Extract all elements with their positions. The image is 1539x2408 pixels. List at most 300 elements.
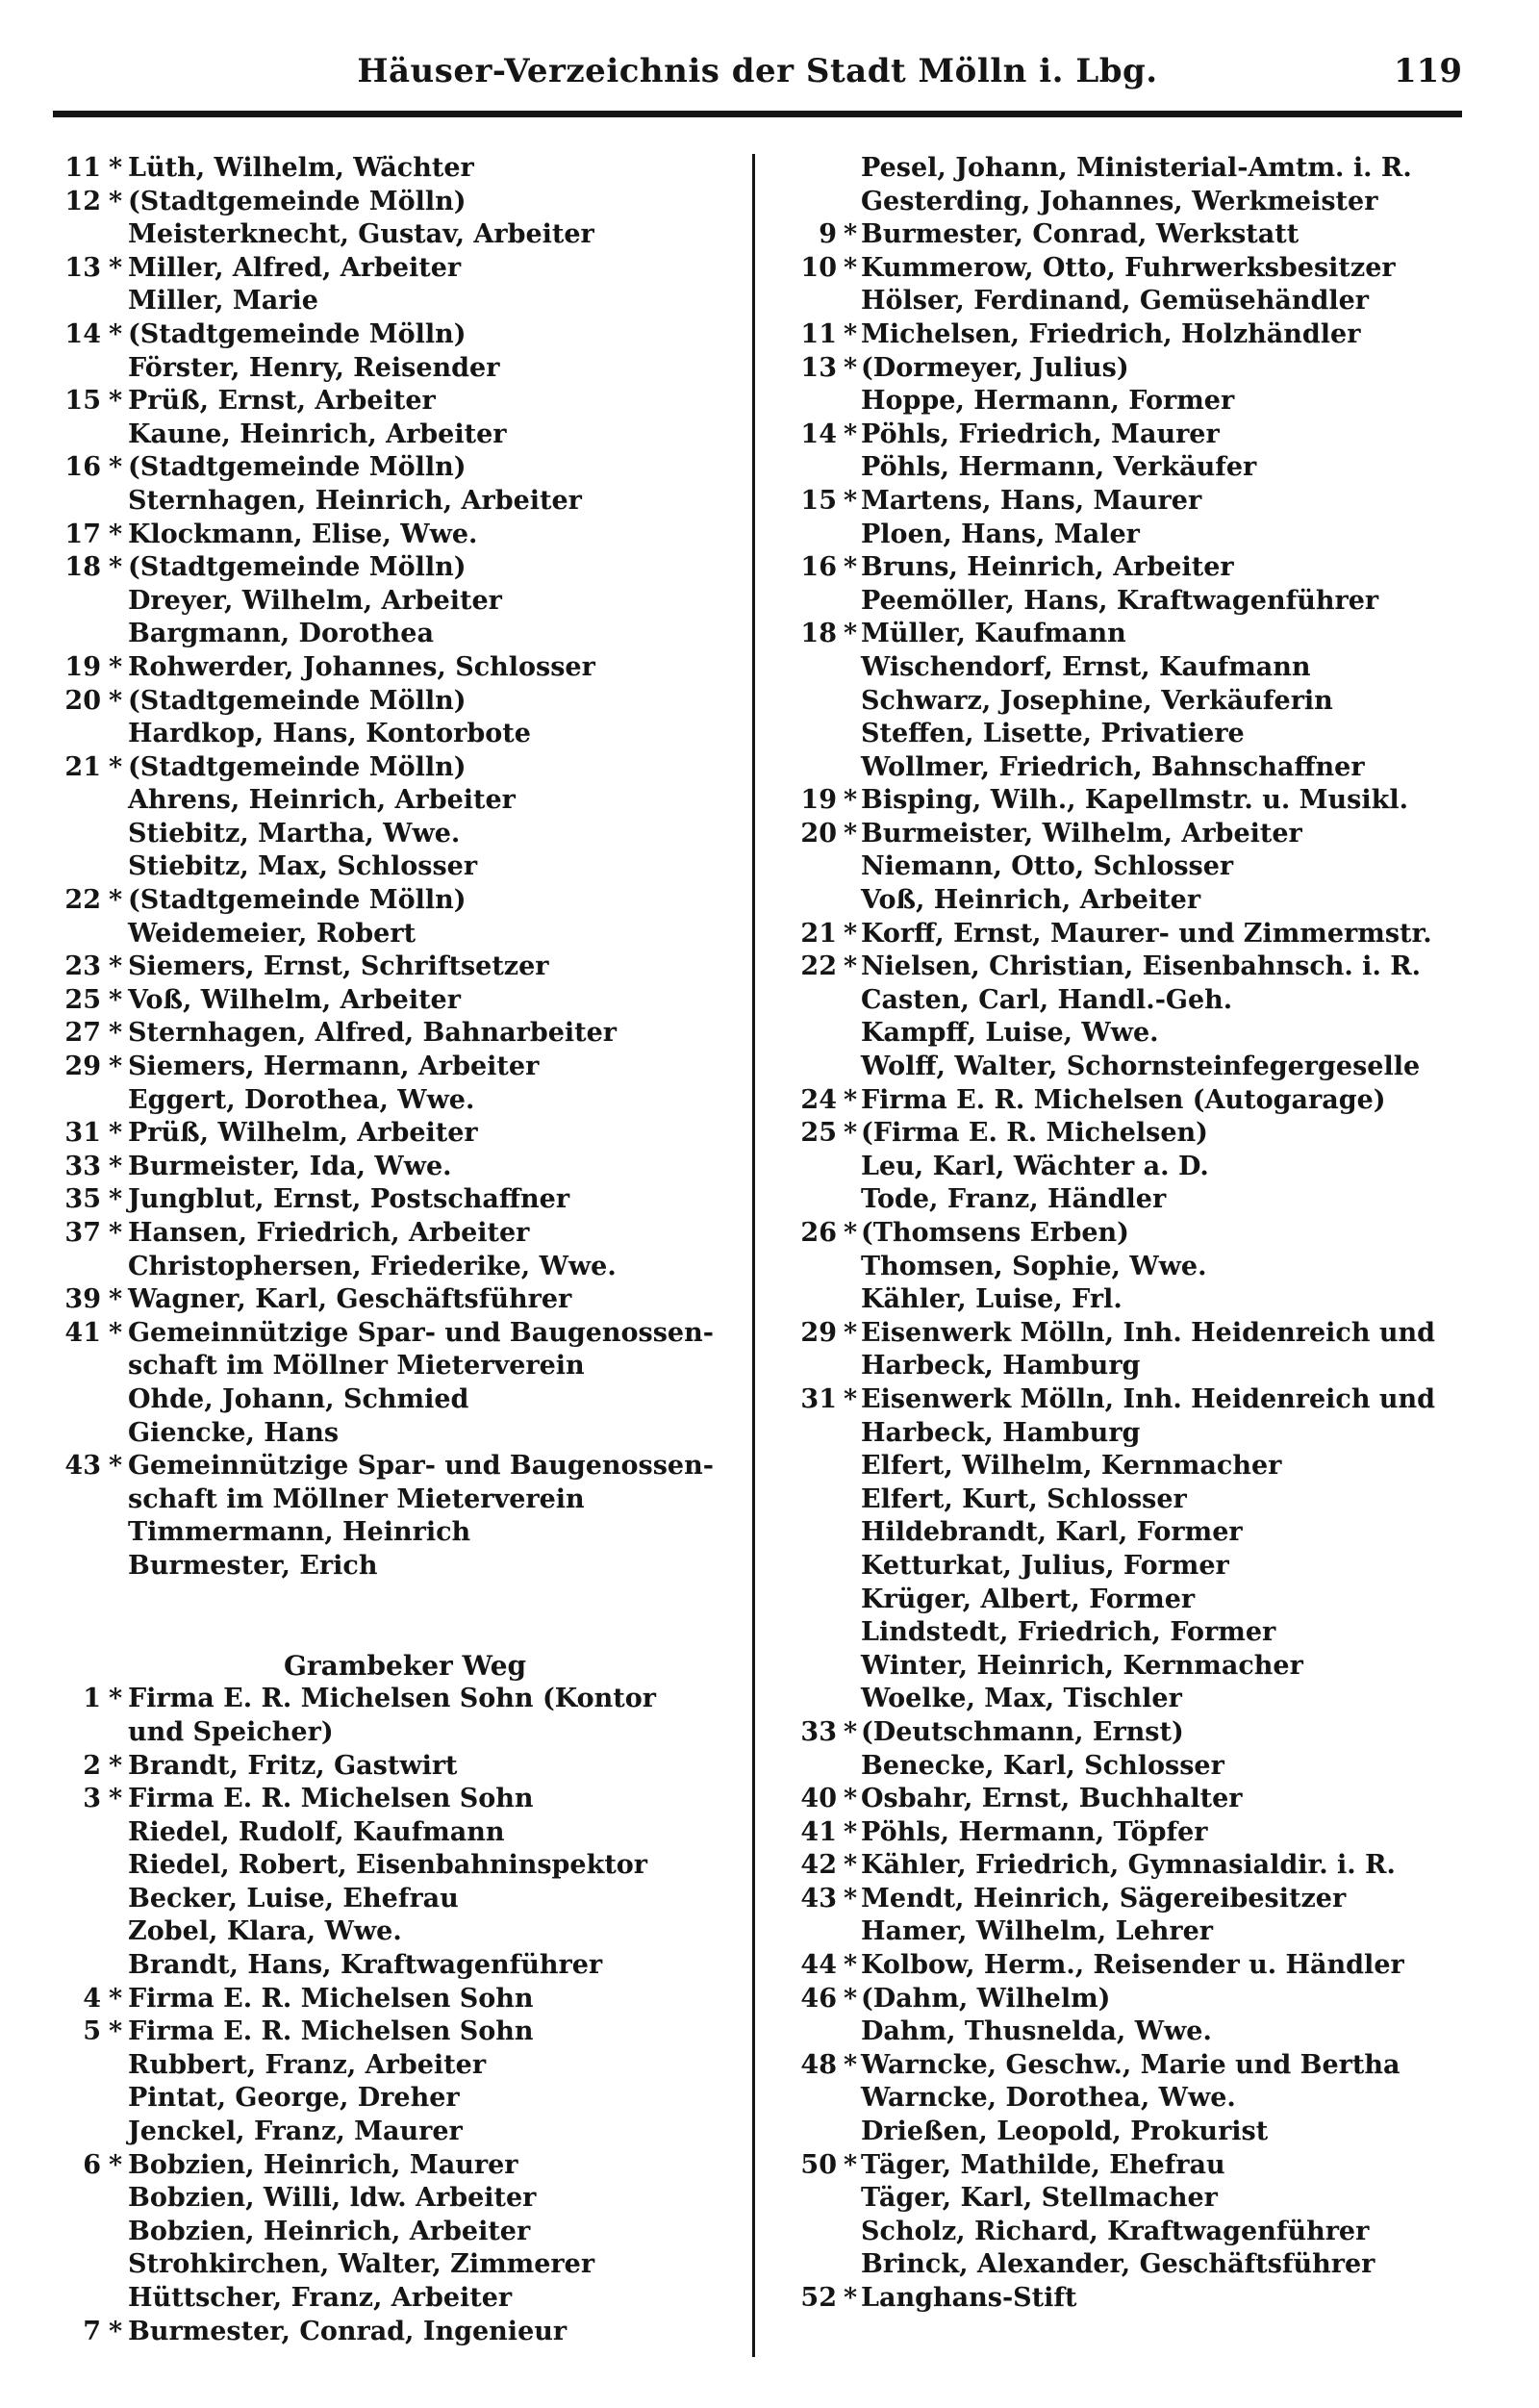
house-number: 12 <box>64 186 101 216</box>
resident-entry: Firma E. R. Michelsen Sohn <box>128 1983 534 2014</box>
directory-line <box>765 2182 1476 2216</box>
resident-entry: Förster, Henry, Reisender <box>128 352 500 383</box>
resident-entry: Bruns, Heinrich, Arbeiter <box>861 552 1234 583</box>
house-number: 16 <box>64 452 101 483</box>
resident-entry: Elfert, Kurt, Schlosser <box>861 1483 1187 1514</box>
owner-mark: * <box>843 619 858 649</box>
directory-line <box>765 485 1476 519</box>
resident-entry: (Stadtgemeinde Mölln) <box>128 885 467 916</box>
directory-line <box>765 385 1476 418</box>
owner-mark: * <box>843 1816 858 1847</box>
directory-line <box>53 1383 750 1417</box>
resident-entry: Steffen, Lisette, Privatiere <box>861 719 1245 749</box>
resident-entry: (Dormeyer, Julius) <box>861 352 1129 383</box>
resident-entry: Warncke, Geschw., Marie und Bertha <box>861 2049 1400 2080</box>
resident-entry: Jungblut, Ernst, Postschaffner <box>128 1184 570 1215</box>
directory-line <box>765 1183 1476 1217</box>
resident-entry: Jenckel, Franz, Maurer <box>128 2117 463 2147</box>
directory-line <box>53 618 750 651</box>
directory-line <box>765 1716 1476 1750</box>
directory-line <box>765 352 1476 386</box>
resident-entry: Harbeck, Hamburg <box>861 1351 1141 1381</box>
resident-entry: Pöhls, Friedrich, Maurer <box>861 418 1220 449</box>
house-number: 7 <box>83 2316 101 2346</box>
owner-mark: * <box>108 2149 123 2180</box>
resident-entry: Dahm, Thusnelda, Wwe. <box>861 2016 1212 2047</box>
directory-line <box>53 2149 750 2183</box>
resident-entry: Warncke, Dorothea, Wwe. <box>861 2083 1236 2114</box>
directory-line <box>765 1650 1476 1684</box>
directory-line <box>765 2149 1476 2183</box>
resident-entry: Martens, Hans, Maurer <box>861 485 1202 516</box>
house-number: 4 <box>83 1983 101 2014</box>
directory-line <box>765 2116 1476 2149</box>
resident-entry: Tode, Franz, Händler <box>861 1184 1167 1215</box>
resident-entry: Osbahr, Ernst, Buchhalter <box>861 1784 1243 1814</box>
owner-mark: * <box>108 552 123 583</box>
owner-mark: * <box>843 252 858 283</box>
resident-entry: Burmester, Conrad, Ingenieur <box>128 2316 568 2346</box>
directory-line <box>765 1117 1476 1151</box>
directory-line <box>765 1849 1476 1883</box>
directory-line <box>53 1251 750 1284</box>
right-column <box>765 152 1476 2316</box>
owner-mark: * <box>108 1750 123 1781</box>
house-number: 31 <box>800 1383 837 1414</box>
resident-entry: Scholz, Richard, Kraftwagenführer <box>861 2216 1370 2246</box>
directory-line <box>53 1017 750 1051</box>
resident-entry: Eisenwerk Mölln, Inh. Heidenreich und <box>861 1383 1436 1414</box>
directory-line <box>53 1783 750 1816</box>
directory-line <box>765 1350 1476 1383</box>
resident-entry: (Deutschmann, Ernst) <box>861 1716 1184 1747</box>
resident-entry: (Stadtgemeinde Mölln) <box>128 186 467 216</box>
directory-line <box>765 318 1476 352</box>
directory-line <box>765 1915 1476 1949</box>
directory-line <box>53 1183 750 1217</box>
resident-entry: Eisenwerk Mölln, Inh. Heidenreich und <box>861 1317 1436 1348</box>
house-number: 44 <box>800 1950 837 1981</box>
page-number: 119 <box>1394 52 1462 90</box>
owner-mark: * <box>843 1317 858 1348</box>
street-heading <box>53 1650 750 1684</box>
house-number: 27 <box>64 1018 101 1049</box>
house-number: 3 <box>83 1784 101 1814</box>
resident-entry: Harbeck, Hamburg <box>861 1417 1141 1448</box>
directory-line <box>53 651 750 685</box>
house-number: 25 <box>800 1118 837 1149</box>
directory-line <box>765 1051 1476 1084</box>
directory-line <box>53 984 750 1018</box>
column-divider <box>752 154 755 2357</box>
owner-mark: * <box>843 1218 858 1248</box>
directory-line <box>765 651 1476 685</box>
owner-mark: * <box>843 785 858 816</box>
resident-entry: (Stadtgemeinde Mölln) <box>128 318 467 349</box>
house-number: 2 <box>83 1750 101 1781</box>
owner-mark: * <box>108 2016 123 2047</box>
owner-mark: * <box>843 2283 858 2313</box>
directory-line <box>765 2216 1476 2249</box>
resident-entry: Hölser, Ferdinand, Gemüsehändler <box>861 286 1369 317</box>
directory-line <box>765 1616 1476 1650</box>
resident-entry: Riedel, Rudolf, Kaufmann <box>128 1816 505 1847</box>
directory-line <box>53 1983 750 2016</box>
house-number: 13 <box>64 252 101 283</box>
directory-line <box>765 884 1476 918</box>
directory-line <box>53 1816 750 1850</box>
directory-line <box>53 2282 750 2316</box>
directory-line <box>765 218 1476 252</box>
owner-mark: * <box>843 552 858 583</box>
resident-entry: Ketturkat, Julius, Former <box>861 1550 1229 1581</box>
house-number: 13 <box>800 352 837 383</box>
resident-entry: Sternhagen, Alfred, Bahnarbeiter <box>128 1018 618 1049</box>
directory-line <box>53 252 750 286</box>
directory-line <box>53 418 750 452</box>
resident-entry: Sternhagen, Heinrich, Arbeiter <box>128 485 582 516</box>
owner-mark: * <box>108 519 123 549</box>
resident-entry: Drießen, Leopold, Prokurist <box>861 2117 1269 2147</box>
owner-mark: * <box>843 1883 858 1914</box>
resident-entry: Burmeister, Wilhelm, Arbeiter <box>861 818 1302 849</box>
directory-line <box>53 1450 750 1483</box>
directory-line <box>765 1816 1476 1850</box>
owner-mark: * <box>843 1784 858 1814</box>
directory-line <box>765 1317 1476 1351</box>
resident-entry: Timmermann, Heinrich <box>128 1517 471 1548</box>
directory-line <box>765 186 1476 219</box>
resident-entry: Wolff, Walter, Schornsteinfegergeselle <box>861 1052 1421 1082</box>
directory-line <box>765 585 1476 619</box>
resident-entry: Kummerow, Otto, Fuhrwerksbesitzer <box>861 252 1396 283</box>
directory-line <box>53 1716 750 1750</box>
house-number: 25 <box>64 984 101 1015</box>
resident-entry: Prüß, Wilhelm, Arbeiter <box>128 1118 478 1149</box>
directory-line <box>53 2316 750 2349</box>
owner-mark: * <box>108 1151 123 1181</box>
resident-entry: Hildebrandt, Karl, Former <box>861 1517 1243 1548</box>
house-number: 20 <box>800 818 837 849</box>
house-number: 1 <box>83 1684 101 1714</box>
house-number: 19 <box>64 651 101 682</box>
resident-entry: Dreyer, Wilhelm, Arbeiter <box>128 585 502 616</box>
house-number: 10 <box>800 252 837 283</box>
resident-entry: Lindstedt, Friedrich, Former <box>861 1617 1276 1648</box>
directory-line <box>53 285 750 318</box>
owner-mark: * <box>843 219 858 250</box>
owner-mark: * <box>108 951 123 982</box>
directory-line <box>53 1949 750 1983</box>
resident-entry: (Stadtgemeinde Mölln) <box>128 552 467 583</box>
resident-entry: Eggert, Dorothea, Wwe. <box>128 1084 475 1115</box>
owner-mark: * <box>108 186 123 216</box>
directory-line <box>53 951 750 984</box>
resident-entry: (Firma E. R. Michelsen) <box>861 1118 1208 1149</box>
resident-entry: Elfert, Wilhelm, Kernmacher <box>861 1451 1282 1482</box>
resident-entry: Wagner, Karl, Geschäftsführer <box>128 1284 572 1315</box>
resident-entry: Gemeinnützige Spar- und Baugenossen- <box>128 1451 714 1482</box>
owner-mark: * <box>843 918 858 949</box>
resident-entry: Kähler, Friedrich, Gymnasialdir. i. R. <box>861 1850 1396 1881</box>
house-number: 24 <box>800 1084 837 1115</box>
owner-mark: * <box>108 1983 123 2014</box>
resident-entry: Woelke, Max, Tischler <box>861 1684 1182 1714</box>
resident-entry: schaft im Möllner Mieterverein <box>128 1483 585 1514</box>
resident-entry: Lüth, Wilhelm, Wächter <box>128 153 474 183</box>
resident-entry: Brandt, Fritz, Gastwirt <box>128 1750 458 1781</box>
resident-entry: Peemöller, Hans, Kraftwagenführer <box>861 585 1379 616</box>
resident-entry: Burmester, Erich <box>128 1550 378 1581</box>
directory-line <box>765 718 1476 751</box>
resident-entry: Meisterknecht, Gustav, Arbeiter <box>128 219 594 250</box>
house-number: 33 <box>64 1151 101 1181</box>
house-number: 11 <box>800 318 837 349</box>
directory-line <box>765 1584 1476 1617</box>
house-number: 15 <box>64 386 101 417</box>
directory-line <box>765 1017 1476 1051</box>
house-number: 14 <box>64 318 101 349</box>
house-number: 21 <box>800 918 837 949</box>
owner-mark: * <box>843 1983 858 2014</box>
house-number: 37 <box>64 1218 101 1248</box>
house-number: 48 <box>800 2049 837 2080</box>
resident-entry: (Stadtgemeinde Mölln) <box>128 685 467 716</box>
resident-entry: Bobzien, Heinrich, Maurer <box>128 2149 518 2180</box>
resident-entry: Hoppe, Hermann, Former <box>861 386 1235 417</box>
resident-entry: Klockmann, Elise, Wwe. <box>128 519 478 549</box>
directory-line <box>765 1783 1476 1816</box>
resident-entry: Christophersen, Friederike, Wwe. <box>128 1251 617 1281</box>
house-number: 18 <box>64 552 101 583</box>
directory-line <box>765 451 1476 485</box>
resident-entry: Langhans-Stift <box>861 2283 1077 2313</box>
resident-entry: Rohwerder, Johannes, Schlosser <box>128 651 595 682</box>
house-number: 21 <box>64 751 101 782</box>
resident-entry: Miller, Alfred, Arbeiter <box>128 252 462 283</box>
resident-entry: und Speicher) <box>128 1716 334 1747</box>
resident-entry: schaft im Möllner Mieterverein <box>128 1351 585 1381</box>
owner-mark: * <box>108 1218 123 1248</box>
owner-mark: * <box>843 951 858 982</box>
directory-line <box>53 1117 750 1151</box>
resident-entry: Bargmann, Dorothea <box>128 619 434 649</box>
directory-line <box>765 252 1476 286</box>
house-number: 17 <box>64 519 101 549</box>
owner-mark: * <box>108 252 123 283</box>
directory-line <box>765 2282 1476 2316</box>
house-number: 35 <box>64 1184 101 1215</box>
resident-entry: Becker, Luise, Ehefrau <box>128 1883 459 1914</box>
resident-entry: Ploen, Hans, Maler <box>861 519 1140 549</box>
resident-entry: Winter, Heinrich, Kernmacher <box>861 1650 1303 1681</box>
resident-entry: Firma E. R. Michelsen Sohn <box>128 2016 534 2047</box>
resident-entry: Siemers, Hermann, Arbeiter <box>128 1052 540 1082</box>
directory-line <box>53 718 750 751</box>
directory-line <box>53 1483 750 1517</box>
house-number: 9 <box>819 219 837 250</box>
directory-line <box>53 1883 750 1916</box>
resident-entry: Prüß, Ernst, Arbeiter <box>128 386 436 417</box>
owner-mark: * <box>108 1317 123 1348</box>
resident-entry: Weidemeier, Robert <box>128 918 416 949</box>
directory-line <box>53 2049 750 2083</box>
directory-line <box>765 1383 1476 1417</box>
directory-line <box>53 1317 750 1351</box>
owner-mark: * <box>108 1184 123 1215</box>
resident-entry: Stiebitz, Martha, Wwe. <box>128 818 461 849</box>
resident-entry: Täger, Mathilde, Ehefrau <box>861 2149 1225 2180</box>
owner-mark: * <box>843 352 858 383</box>
resident-entry: Korff, Ernst, Maurer- und Zimmermstr. <box>861 918 1432 949</box>
directory-line <box>765 1251 1476 1284</box>
house-number: 43 <box>64 1451 101 1482</box>
resident-entry: Firma E. R. Michelsen Sohn <box>128 1784 534 1814</box>
directory-line <box>53 918 750 951</box>
directory-line <box>53 385 750 418</box>
directory-line <box>765 1983 1476 2016</box>
resident-entry: Strohkirchen, Walter, Zimmerer <box>128 2249 595 2280</box>
resident-entry: Brinck, Alexander, Geschäftsführer <box>861 2249 1375 2280</box>
owner-mark: * <box>843 318 858 349</box>
directory-line <box>765 1417 1476 1451</box>
owner-mark: * <box>108 885 123 916</box>
directory-line <box>53 884 750 918</box>
house-number: 22 <box>64 885 101 916</box>
owner-mark: * <box>108 685 123 716</box>
resident-entry: Nielsen, Christian, Eisenbahnsch. i. R. <box>861 951 1422 982</box>
directory-line <box>53 1051 750 1084</box>
house-number: 11 <box>64 153 101 183</box>
directory-line <box>53 2182 750 2216</box>
directory-line <box>765 1683 1476 1716</box>
house-number: 41 <box>800 1816 837 1847</box>
resident-entry: Kaune, Heinrich, Arbeiter <box>128 418 507 449</box>
directory-line <box>765 285 1476 318</box>
house-number: 43 <box>800 1883 837 1914</box>
directory-line <box>53 152 750 186</box>
resident-entry: Pintat, George, Dreher <box>128 2083 460 2114</box>
resident-entry: Hüttscher, Franz, Arbeiter <box>128 2283 513 2313</box>
owner-mark: * <box>108 1118 123 1149</box>
directory-line <box>765 850 1476 884</box>
header-rule <box>53 111 1462 117</box>
owner-mark: * <box>108 1018 123 1049</box>
directory-line <box>53 1217 750 1251</box>
house-number: 41 <box>64 1317 101 1348</box>
resident-entry: Bisping, Wilh., Kapellmstr. u. Musikl. <box>861 785 1409 816</box>
directory-line <box>53 1683 750 1716</box>
directory-line <box>765 784 1476 818</box>
house-number: 50 <box>800 2149 837 2180</box>
house-number: 22 <box>800 951 837 982</box>
owner-mark: * <box>108 452 123 483</box>
owner-mark: * <box>843 2049 858 2080</box>
directory-line <box>53 685 750 719</box>
directory-line <box>765 1883 1476 1916</box>
resident-entry: Krüger, Albert, Former <box>861 1584 1196 1614</box>
directory-line <box>765 1949 1476 1983</box>
directory-line <box>765 1283 1476 1317</box>
directory-line <box>765 1084 1476 1118</box>
house-number: 26 <box>800 1218 837 1248</box>
directory-line <box>53 1283 750 1317</box>
owner-mark: * <box>843 1850 858 1881</box>
house-number: 15 <box>800 485 837 516</box>
directory-line <box>53 1151 750 1184</box>
owner-mark: * <box>108 984 123 1015</box>
directory-line <box>765 618 1476 651</box>
resident-entry: (Stadtgemeinde Mölln) <box>128 751 467 782</box>
owner-mark: * <box>108 1052 123 1082</box>
directory-line <box>53 218 750 252</box>
owner-mark: * <box>843 2149 858 2180</box>
directory-line <box>765 2049 1476 2083</box>
directory-line <box>765 751 1476 785</box>
resident-entry: Mendt, Heinrich, Sägereibesitzer <box>861 1883 1347 1914</box>
resident-entry: Giencke, Hans <box>128 1417 340 1448</box>
resident-entry: Kähler, Luise, Frl. <box>861 1284 1123 1315</box>
resident-entry: (Dahm, Wilhelm) <box>861 1983 1111 2014</box>
resident-entry: Niemann, Otto, Schlosser <box>861 851 1234 882</box>
directory-line <box>765 918 1476 951</box>
house-number: 39 <box>64 1284 101 1315</box>
resident-entry: Gemeinnützige Spar- und Baugenossen- <box>128 1317 714 1348</box>
house-number: 52 <box>800 2283 837 2313</box>
house-number: 33 <box>800 1716 837 1747</box>
owner-mark: * <box>843 485 858 516</box>
resident-entry: Ahrens, Heinrich, Arbeiter <box>128 785 516 816</box>
owner-mark: * <box>843 1383 858 1414</box>
directory-line <box>765 1750 1476 1784</box>
house-number: 40 <box>800 1784 837 1814</box>
resident-entry: Kampff, Luise, Wwe. <box>861 1018 1159 1049</box>
left-column <box>53 152 750 2348</box>
house-number: 19 <box>800 785 837 816</box>
house-number: 42 <box>800 1850 837 1881</box>
street-name: Grambeker Weg <box>284 1649 527 1682</box>
owner-mark: * <box>108 751 123 782</box>
resident-entry: Wischendorf, Ernst, Kaufmann <box>861 651 1311 682</box>
resident-entry: Schwarz, Josephine, Verkäuferin <box>861 685 1333 716</box>
owner-mark: * <box>108 1784 123 1814</box>
directory-line <box>53 485 750 519</box>
directory-line <box>53 352 750 386</box>
directory-line <box>53 1616 750 1650</box>
resident-entry: (Thomsens Erben) <box>861 1218 1129 1248</box>
directory-line <box>53 1550 750 1584</box>
owner-mark: * <box>108 1451 123 1482</box>
directory-line <box>53 451 750 485</box>
directory-line <box>53 1417 750 1451</box>
resident-entry: Firma E. R. Michelsen (Autogarage) <box>861 1084 1386 1115</box>
house-number: 23 <box>64 951 101 982</box>
resident-entry: Miller, Marie <box>128 286 318 317</box>
resident-entry: Burmeister, Ida, Wwe. <box>128 1151 452 1181</box>
resident-entry: Gesterding, Johannes, Werkmeister <box>861 186 1378 216</box>
resident-entry: Benecke, Karl, Schlosser <box>861 1750 1224 1781</box>
directory-line <box>53 784 750 818</box>
page-title: Häuser-Verzeichnis der Stadt Mölln i. Lbg. <box>357 52 1158 90</box>
directory-line <box>53 1750 750 1784</box>
directory-line <box>53 585 750 619</box>
resident-entry: Casten, Carl, Handl.-Geh. <box>861 984 1233 1015</box>
house-number: 29 <box>800 1317 837 1348</box>
directory-line <box>765 418 1476 452</box>
directory-line <box>765 1516 1476 1550</box>
directory-line <box>765 152 1476 186</box>
directory-line <box>765 1151 1476 1184</box>
